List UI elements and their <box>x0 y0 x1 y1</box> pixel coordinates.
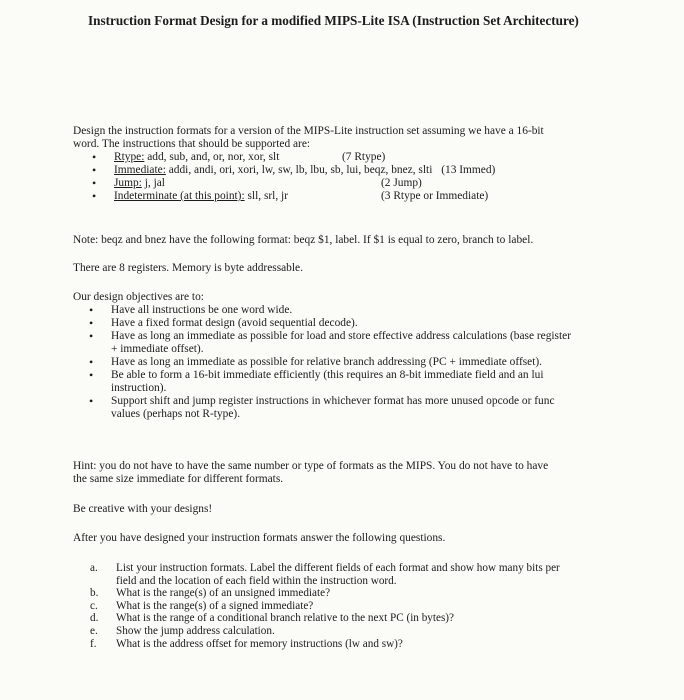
question-item: d. What is the range of a conditional branch relative to the next PC (in bytes)? <box>90 612 455 625</box>
objective-item: • Support shift and jump register instructions in whichever format has more unused opcode or func values (perhaps not R-type). <box>89 395 649 421</box>
creative-text: Be creative with your designs! <box>73 503 213 515</box>
page-title: Instruction Format Design for a modified MIPS-Lite ISA (Instruction Set Architecture) <box>88 13 579 28</box>
type-label: Jump: <box>114 177 142 189</box>
instruction-type-rtype <box>92 151 495 164</box>
objective-item: • Have a fixed format design (avoid sequential decode). <box>89 317 649 330</box>
instruction-type-immediate <box>92 164 495 177</box>
type-instructions: j, jal <box>141 177 165 189</box>
registers-text: There are 8 registers. Memory is byte addressable. <box>73 262 303 274</box>
question-item: e. Show the jump address calculation. <box>90 624 275 637</box>
type-instructions: sll, srl, jr <box>244 190 288 202</box>
hint-line-1: Hint: you do not have to have the same number or type of formats as the MIPS. You do not have to have <box>73 460 549 472</box>
question-mark: a. <box>90 562 98 574</box>
question-item: a. List your instruction formats. Label the different fields of each format and show how many bits per field and the location of each field within the instruction word. <box>90 562 560 587</box>
type-label: Rtype: <box>114 151 145 163</box>
note-text: Note: beqz and bnez have the following format: beqz $1, label. If $1 is equal to zero, branch to label. <box>73 234 534 246</box>
questions-list <box>90 562 560 650</box>
objective-item: • Have all instructions be one word wide. <box>89 304 649 317</box>
question-mark: c. <box>90 599 98 612</box>
type-count: (3 Rtype or Immediate) <box>381 190 489 202</box>
hint-line-2: the same size immediate for different formats. <box>73 473 284 485</box>
question-mark: d. <box>90 612 99 625</box>
instruction-type-jump <box>92 177 495 190</box>
objectives-heading: Our design objectives are to: <box>73 291 204 303</box>
intro-line-2: word. The instructions that should be supported are: <box>73 138 311 150</box>
type-instructions: add, sub, and, or, nor, xor, slt <box>144 151 280 163</box>
objective-item: • Have as long an immediate as possible for relative branch addressing (PC + immediate offset). <box>89 356 649 369</box>
question-mark: b. <box>90 587 99 600</box>
question-mark: e. <box>90 624 98 637</box>
question-item: c. What is the range(s) of a signed immediate? <box>90 599 314 612</box>
type-count: (2 Jump) <box>381 177 422 189</box>
objectives-list <box>89 304 649 421</box>
type-count: (13 Immed) <box>441 164 496 176</box>
question-item: b. What is the range(s) of an unsigned immediate? <box>90 587 331 600</box>
intro-line-1: Design the instruction formats for a version of the MIPS-Lite instruction set assuming we have a 16-bit <box>73 125 544 137</box>
objective-item: • Be able to form a 16-bit immediate efficiently (this requires an 8-bit immediate field and an lui instruction). <box>89 369 649 395</box>
after-text: After you have designed your instruction formats answer the following questions. <box>73 532 446 544</box>
type-label: Indeterminate (at this point): <box>114 190 245 202</box>
objective-item: • Have as long an immediate as possible for load and store effective address calculations (base register + immediate offset). <box>89 330 649 356</box>
question-mark: f. <box>90 637 97 650</box>
type-count: (7 Rtype) <box>342 151 386 163</box>
question-item: f. What is the address offset for memory instructions (lw and sw)? <box>90 637 403 650</box>
instruction-type-list <box>92 151 495 203</box>
type-instructions: addi, andi, ori, xori, lw, sw, lb, lbu, sb, lui, beqz, bnez, slti <box>165 164 433 176</box>
instruction-type-indeterminate <box>92 190 495 203</box>
type-label: Immediate: <box>114 164 166 176</box>
